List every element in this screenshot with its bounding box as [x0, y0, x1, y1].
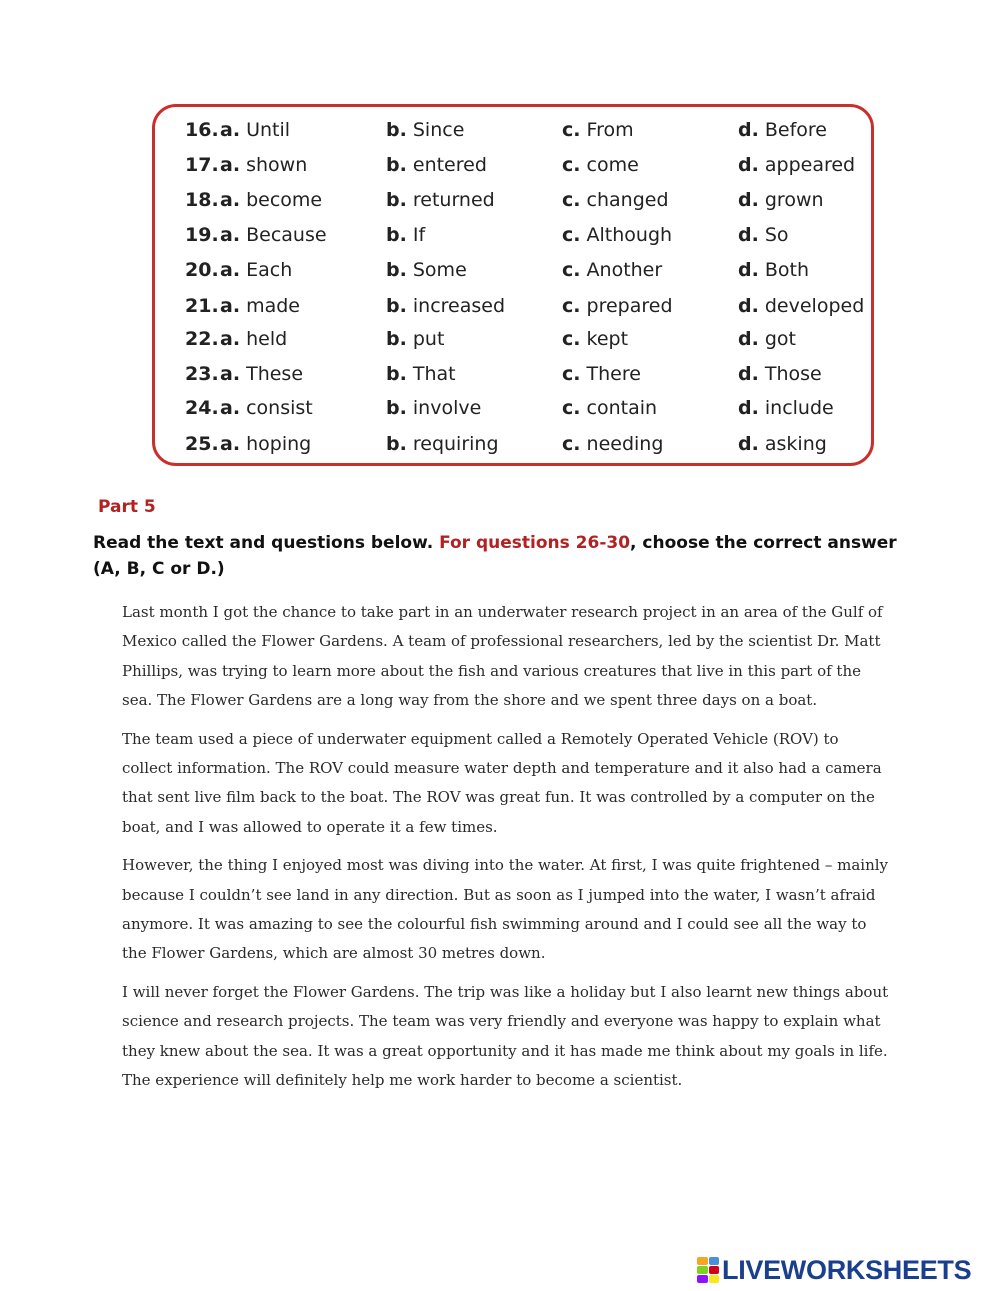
option-text: hoping — [246, 433, 312, 455]
option-letter: d. — [738, 154, 759, 176]
option-text: got — [764, 328, 797, 350]
option-text: So — [764, 224, 789, 246]
option-letter: c. — [562, 363, 581, 385]
option-d — [738, 291, 864, 321]
option-text: shown — [246, 154, 308, 176]
option-letter: b. — [386, 363, 407, 385]
option-letter: a. — [220, 259, 241, 281]
option-d — [738, 393, 834, 423]
question-number: 17. — [185, 154, 219, 176]
option-d — [738, 429, 827, 459]
option-letter: b. — [386, 189, 407, 211]
option-a — [220, 115, 290, 145]
reading-passage — [122, 598, 892, 1105]
option-b — [386, 393, 481, 423]
option-text: include — [764, 397, 834, 419]
option-letter: d. — [738, 397, 759, 419]
option-letter: d. — [738, 363, 759, 385]
question-number: 23. — [185, 363, 219, 385]
instruction-lead: Read the text and questions below. — [93, 533, 440, 553]
question-number: 18. — [185, 189, 219, 211]
option-letter: d. — [738, 295, 759, 317]
option-text: Each — [246, 259, 293, 281]
option-d — [738, 359, 822, 389]
option-letter: d. — [738, 328, 759, 350]
option-d — [738, 324, 796, 354]
option-d — [738, 220, 789, 250]
option-b — [386, 429, 499, 459]
option-text: needing — [586, 433, 664, 455]
option-text: Until — [246, 119, 291, 141]
option-text: From — [586, 119, 634, 141]
question-number: 20. — [185, 259, 219, 281]
option-letter: d. — [738, 119, 759, 141]
option-letter: b. — [386, 433, 407, 455]
option-c — [562, 324, 628, 354]
option-letter: c. — [562, 259, 581, 281]
option-d — [738, 115, 827, 145]
question-number: 24. — [185, 397, 219, 419]
option-letter: a. — [220, 328, 241, 350]
option-b — [386, 220, 425, 250]
option-a — [220, 220, 327, 250]
option-c — [562, 220, 672, 250]
option-text: Another — [586, 259, 663, 281]
option-text: consist — [246, 397, 313, 419]
option-text: Those — [764, 363, 822, 385]
option-text: become — [246, 189, 323, 211]
option-letter: b. — [386, 259, 407, 281]
option-text: increased — [412, 295, 506, 317]
option-text: involve — [412, 397, 482, 419]
option-c — [562, 359, 641, 389]
option-c — [562, 393, 657, 423]
option-letter: b. — [386, 397, 407, 419]
option-a — [220, 291, 300, 321]
option-letter: c. — [562, 224, 581, 246]
option-letter: a. — [220, 433, 241, 455]
option-letter: d. — [738, 189, 759, 211]
option-letter: c. — [562, 154, 581, 176]
option-text: requiring — [412, 433, 499, 455]
question-number: 22. — [185, 328, 219, 350]
option-c — [562, 150, 639, 180]
option-a — [220, 429, 311, 459]
option-text: prepared — [586, 295, 673, 317]
option-text: kept — [586, 328, 629, 350]
option-letter: c. — [562, 328, 581, 350]
option-a — [220, 393, 313, 423]
option-c — [562, 291, 673, 321]
option-b — [386, 115, 464, 145]
option-text: If — [412, 224, 426, 246]
logo-text: LIVEWORKSHEETS — [722, 1254, 972, 1285]
option-letter: b. — [386, 295, 407, 317]
option-b — [386, 150, 487, 180]
option-letter: b. — [386, 154, 407, 176]
option-text: developed — [764, 295, 865, 317]
option-b — [386, 255, 467, 285]
option-b — [386, 185, 495, 215]
option-letter: a. — [220, 154, 241, 176]
option-letter: d. — [738, 224, 759, 246]
option-text: returned — [412, 189, 495, 211]
option-letter: b. — [386, 328, 407, 350]
option-text: Since — [412, 119, 465, 141]
passage-paragraph: I will never forget the Flower Gardens. The trip was like a holiday but I also learnt new things about science and research projects. The team was very friendly and everyone was happy to explain what they knew about the sea. It was a great opportunity and it has made me think about my goals in life. The experience will definitely help me work harder to become a scientist. — [122, 982, 889, 1090]
option-text: Some — [412, 259, 467, 281]
question-number: 16. — [185, 119, 219, 141]
passage-paragraph: However, the thing I enjoyed most was diving into the water. At first, I was quite frightened – mainly because I couldn’t see land in any direction. But as soon as I jumped into the water, I wasn’t afraid anymore. It was amazing to see the colourful fish swimming around and I could see all the way to the Flower Gardens, which are almost 30 metres down. — [122, 856, 889, 963]
option-c — [562, 429, 663, 459]
option-letter: b. — [386, 224, 407, 246]
option-text: appeared — [764, 154, 856, 176]
option-a — [220, 324, 287, 354]
option-text: held — [246, 328, 288, 350]
option-a — [220, 185, 322, 215]
option-letter: a. — [220, 397, 241, 419]
option-letter: c. — [562, 433, 581, 455]
option-letter: a. — [220, 189, 241, 211]
option-b — [386, 324, 444, 354]
option-text: entered — [412, 154, 487, 176]
option-text: Because — [246, 224, 327, 246]
option-letter: d. — [738, 433, 759, 455]
instructions — [93, 530, 923, 582]
liveworksheets-logo — [697, 1255, 971, 1285]
option-letter: d. — [738, 259, 759, 281]
option-text: Before — [764, 119, 827, 141]
option-c — [562, 115, 634, 145]
option-letter: a. — [220, 295, 241, 317]
option-text: Both — [764, 259, 810, 281]
option-letter: c. — [562, 397, 581, 419]
option-a — [220, 359, 303, 389]
option-b — [386, 359, 456, 389]
part-title: Part 5 — [98, 497, 156, 517]
option-letter: c. — [562, 119, 581, 141]
option-text: contain — [586, 397, 658, 419]
option-text: changed — [586, 189, 669, 211]
option-a — [220, 150, 307, 180]
option-letter: c. — [562, 189, 581, 211]
option-letter: a. — [220, 224, 241, 246]
logo-blocks-icon — [697, 1257, 719, 1283]
option-c — [562, 185, 669, 215]
option-text: Although — [586, 224, 673, 246]
instruction-rest: , choose the correct answer (A, B, C or D.) — [93, 533, 897, 579]
passage-paragraph: Last month I got the chance to take part in an underwater research project in an area of the Gulf of Mexico called the Flower Gardens. A team of professional researchers, led by the scientist Dr. Matt Phillips, was trying to learn more about the fish and various creatures that live in this part of the sea. The Flower Gardens are a long way from the shore and we spent three days on a boat. — [122, 603, 883, 710]
option-c — [562, 255, 662, 285]
option-letter: a. — [220, 119, 241, 141]
option-b — [386, 291, 505, 321]
option-letter: b. — [386, 119, 407, 141]
question-number: 25. — [185, 433, 219, 455]
option-text: grown — [764, 189, 824, 211]
option-text: These — [246, 363, 304, 385]
option-a — [220, 255, 292, 285]
option-letter: c. — [562, 295, 581, 317]
passage-paragraph: The team used a piece of underwater equipment called a Remotely Operated Vehicle (ROV) to collect information. The ROV could measure water depth and temperature and it also had a camera that sent live film back to the boat. The ROV was great fun. It was controlled by a computer on the boat, and I was allowed to operate it a few times. — [122, 729, 882, 836]
option-letter: a. — [220, 363, 241, 385]
instruction-question-range: For questions 26-30 — [439, 533, 631, 553]
option-d — [738, 255, 809, 285]
option-text: There — [586, 363, 641, 385]
option-text: made — [246, 295, 300, 317]
option-text: asking — [764, 433, 827, 455]
question-number: 19. — [185, 224, 219, 246]
option-d — [738, 185, 824, 215]
option-text: That — [412, 363, 456, 385]
option-d — [738, 150, 855, 180]
option-text: put — [412, 328, 445, 350]
option-text: come — [586, 154, 639, 176]
question-number: 21. — [185, 295, 219, 317]
